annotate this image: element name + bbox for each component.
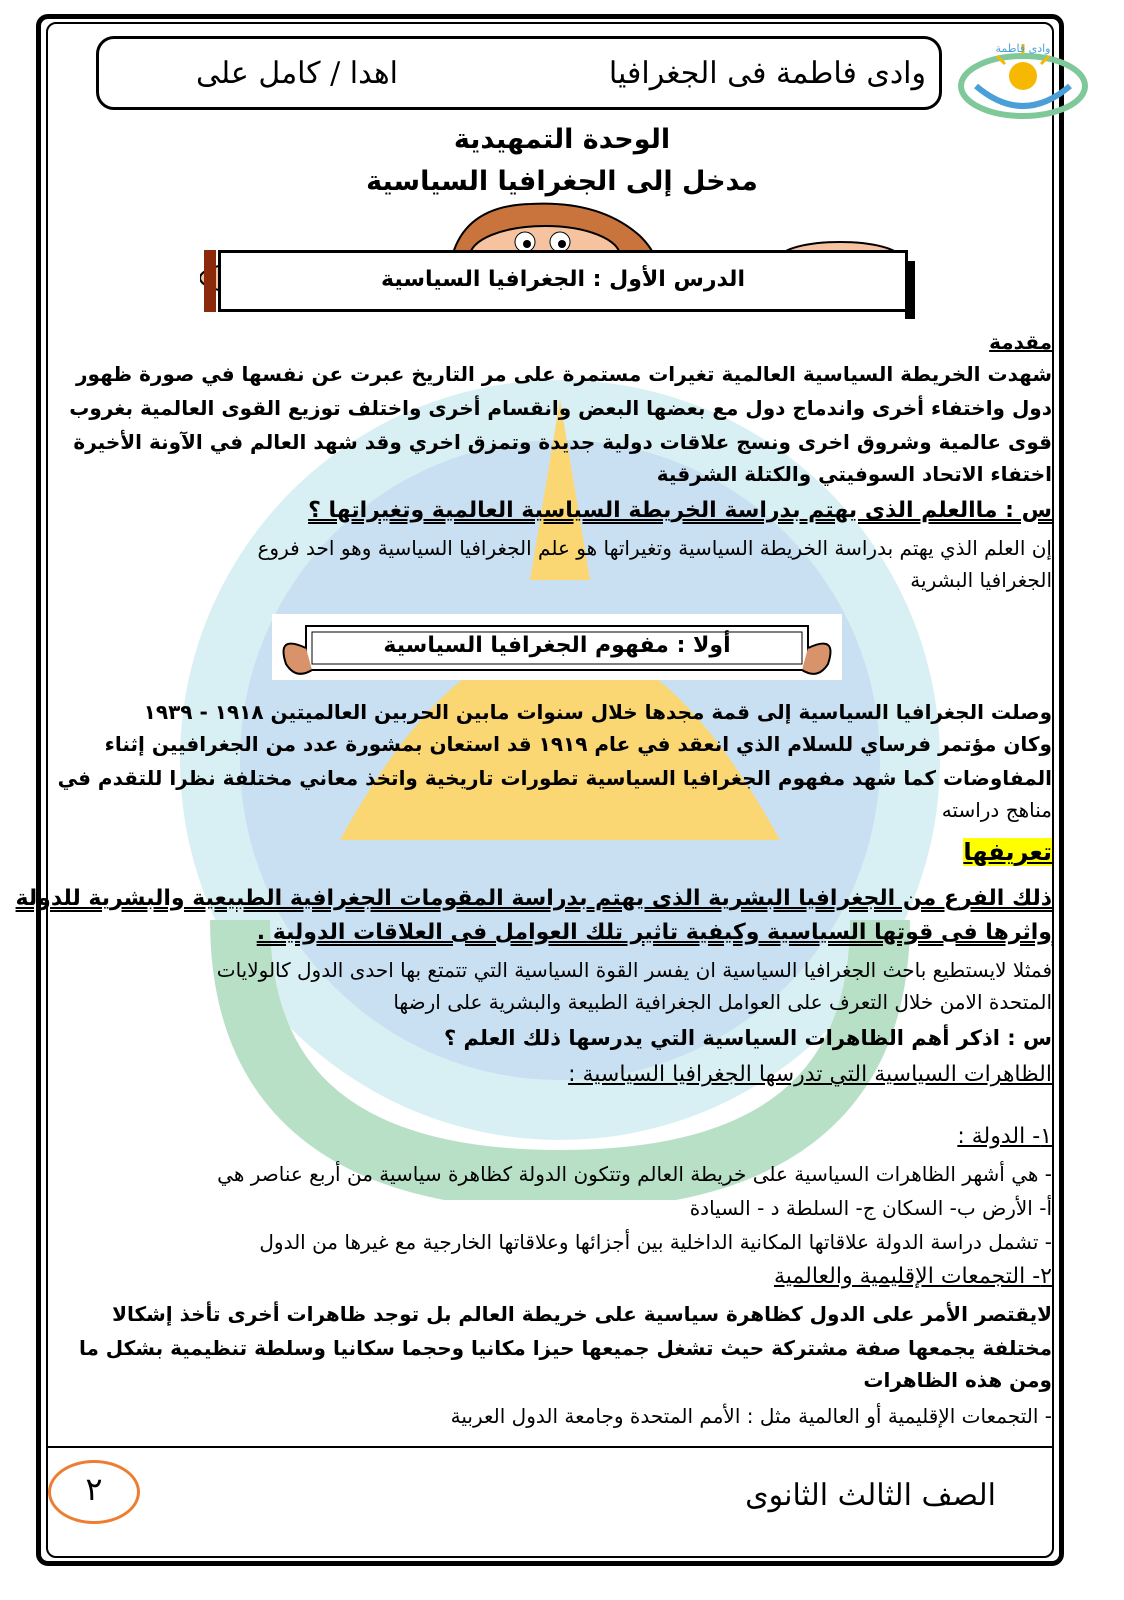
concept-line: المفاوضات كما شهد مفهوم الجغرافيا السياسية تطورات تاريخية واتخذ معاني مختلفة نظرا للتقدم في [57,766,1052,790]
unit-title: الوحدة التمهيدية [453,124,671,155]
answer-line: إن العلم الذي يهتم بدراسة الخريطة السياسية وتغيراتها هو علم الجغرافيا السياسية وهو احد فروع [257,536,1052,560]
state-line: - هي أشهر الظاهرات السياسية على خريطة العالم وتتكون الدولة كظاهرة سياسية من أربع عناصر هي [217,1162,1052,1186]
banner-post-icon [198,250,222,312]
concept-line: وكان مؤتمر فرساي للسلام الذي انعقد في عام ١٩١٩ قد استعان بمشورة عدد من الجغرافيين إثناء [104,732,1052,756]
state-line: أ- الأرض ب- السكان ج- السلطة د - السيادة [689,1196,1052,1220]
header-left-text: اهدا / كامل على [196,56,399,91]
blocs-line: مختلفة يجمعها صفة مشتركة حيث تشغل جميعها حيزا مكانيا وحجما سكانيا وسلطة تنظيمية بشكل ما [78,1336,1052,1360]
header-right-text: وادى فاطمة فى الجغرافيا [608,56,926,91]
concept-line: مناهج دراسته [941,798,1052,822]
grade-label: الصف الثالث الثانوى [745,1478,996,1513]
state-line: - تشمل دراسة الدولة علاقاتها المكانية الداخلية بين أجزائها وعلاقاتها الخارجية مع غيرها من الدول [259,1230,1052,1254]
logo-icon [948,36,1098,120]
footer-divider [48,1446,1052,1448]
definition-heading: تعريفها [963,838,1052,866]
intro-line: قوى عالمية وشروق اخرى ونسج علاقات دولية جديدة وتمزق اخري وقد شهد العالم في الآونة الأخيرة [73,430,1052,454]
blocs-line: لايقتصر الأمر على الدول كظاهرة سياسية على خريطة العالم بل توجد ظاهرات أخرى تأخذ إشكالا [112,1302,1052,1326]
state-heading: ١- الدولة : [957,1124,1052,1149]
unit-subtitle: مدخل إلى الجغرافيا السياسية [366,166,758,197]
intro-line: دول واختفاء أخرى واندماج دول مع بعضها البعض وانقسام أخرى واختلف توزيع القوى العالمية بغروب [69,396,1052,420]
lesson-banner [218,250,908,312]
example-line: فمثلا لايستطيع باحث الجغرافيا السياسية ان يفسر القوة السياسية التي تتمتع بها احدى الدول كالولايات [216,958,1052,982]
intro-line: شهدت الخريطة السياسية العالمية تغيرات مستمرة على مر التاريخ عبرت عن نفسها في صورة ظهور [76,362,1052,386]
definition-line: ذلك الفرع من الجغرافيا البشرية الذى يهتم بدراسة المقومات الجغرافية الطبيعية والبشرية للدولة [15,886,1052,911]
answer-line: الجغرافيا البشرية [910,568,1052,592]
definition-line: واثرها فى قوتها السياسية وكيفية تاثير تلك العوامل فى العلاقات الدولية . [256,920,1052,945]
page-number: ٢ [85,1470,103,1508]
intro-line: اختفاء الاتحاد السوفيتي والكتلة الشرقية [656,462,1052,486]
blocs-heading: ٢- التجمعات الإقليمية والعالمية [773,1264,1052,1289]
concept-line: وصلت الجغرافيا السياسية إلى قمة مجدها خلال سنوات مابين الحربين العالميتين ١٩١٨ - ١٩٣٩ [143,700,1052,724]
question-1: س : ماالعلم الذى يهتم بدراسة الخريطة السياسية العالمية وتغيراتها ؟ [308,498,1052,523]
intro-heading: مقدمة [989,330,1052,354]
question-2: س : اذكر أهم الظاهرات السياسية التي يدرسها ذلك العلم ؟ [444,1026,1052,1050]
logo-text: وادى فاطمة [995,42,1051,55]
concept-heading: أولا : مفهوم الجغرافيا السياسية [383,633,731,658]
blocs-line: - التجمعات الإقليمية أو العالمية مثل : الأمم المتحدة وجامعة الدول العربية [450,1404,1052,1428]
lesson-title: الدرس الأول : الجغرافيا السياسية [381,267,745,292]
example-line: المتحدة الامن خلال التعرف على العوامل الجغرافية الطبيعة والبشرية على ارضها [393,990,1052,1014]
question-2-answer: الظاهرات السياسية التي تدرسها الجغرافيا السياسية : [568,1062,1052,1087]
blocs-line: ومن هذه الظاهرات [863,1368,1052,1392]
